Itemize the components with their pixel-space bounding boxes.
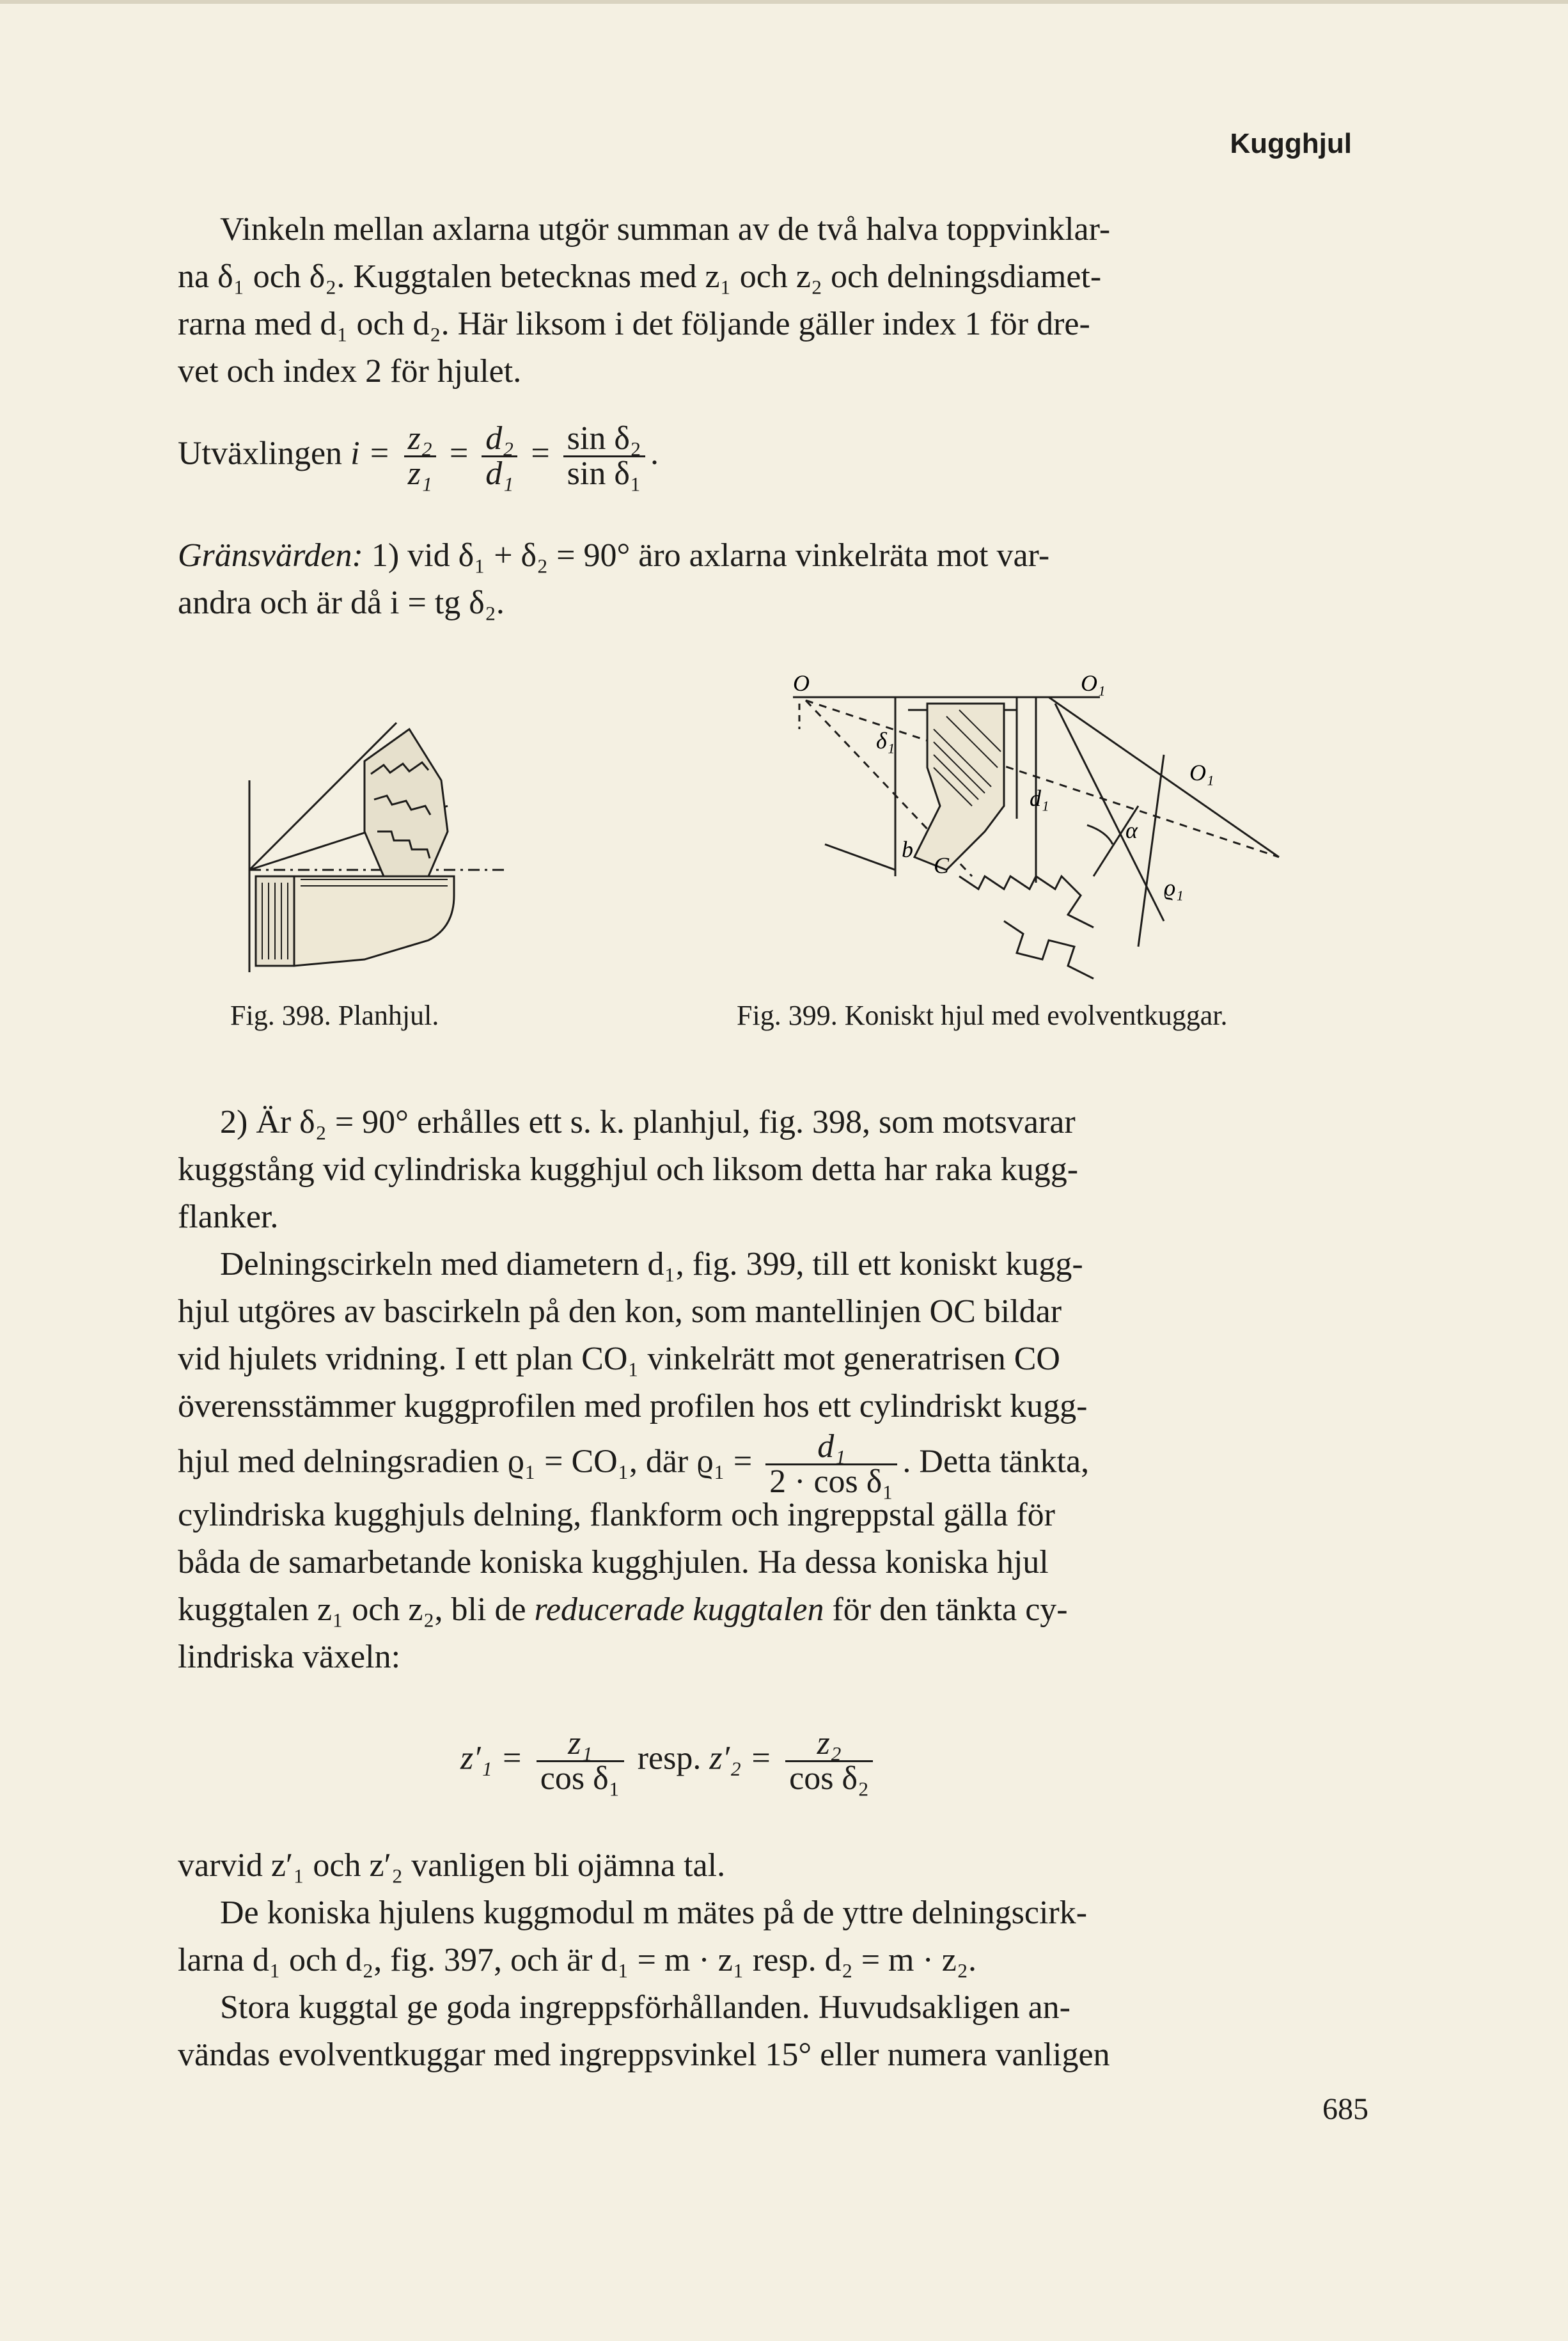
fraction-d	[482, 422, 517, 491]
formula-label: Utväxlingen	[178, 435, 343, 472]
fraction-denominator: cos δ₂	[789, 1760, 870, 1797]
paragraph-module	[178, 1842, 1361, 2079]
text-line: överensstämmer kuggprofilen med profilen hos ett cylindriskt kugg-	[178, 1388, 1088, 1424]
fraction-z1	[537, 1727, 624, 1795]
fraction-numerator: z₂	[785, 1727, 873, 1762]
formula-lhs: z′₂ =	[709, 1740, 772, 1777]
fraction-numerator: d₁	[765, 1430, 897, 1465]
running-header: Kugghjul	[1230, 128, 1352, 159]
text-line: vid hjulets vridning. I ett plan CO₁ vinkelrätt mot generatrisen CO	[178, 1341, 1060, 1377]
text-line: Vinkeln mellan axlarna utgör summan av de två halva toppvinklar-	[220, 211, 1111, 248]
text-line	[178, 1586, 1361, 1634]
fraction-numerator: z₁	[537, 1727, 624, 1762]
text-line: flanker.	[178, 1199, 279, 1235]
formula-resp: resp.	[637, 1740, 702, 1777]
page-top-edge	[0, 0, 1568, 4]
label-O1-right: O₁	[1189, 760, 1214, 785]
fraction-numerator: sin δ₂	[563, 422, 645, 457]
fraction-pitch-radius	[765, 1430, 897, 1499]
limit-title: Gränsvärden:	[178, 537, 363, 574]
fraction-z	[404, 422, 436, 491]
paragraph-pitch-circle	[178, 1241, 1361, 1681]
formula-reduced-tooth-count	[460, 1727, 1164, 1795]
text-line: Delningscirkeln med diametern d₁, fig. 399, till ett koniskt kugg-	[220, 1246, 1083, 1282]
paragraph-planhjul	[178, 1099, 1361, 1241]
fraction-denominator: cos δ₁	[540, 1760, 620, 1797]
figure-399-caption: Fig. 399. Koniskt hjul med evolventkuggar.	[737, 1000, 1228, 1031]
text-line: De koniska hjulens kuggmodul m mätes på de yttre delningscirk-	[220, 1895, 1088, 1931]
page-number: 685	[1322, 2092, 1368, 2126]
fraction-denominator: d₁	[485, 455, 514, 492]
label-O1-top: O₁	[1081, 670, 1106, 696]
text-line: andra och är då i = tg δ₂.	[178, 585, 505, 621]
formula-gear-ratio: Utväxlingen i = $\frac{\text{z₂}}{\text{z₁}}$ = $\frac{\text{d₂}}{\text{d₁}}$ = $\frac{\text{sin δ₂}}{\text{sin δ₁}}$ .	[178, 420, 659, 492]
text-line: båda de samarbetande koniska kugghjulen. Ha dessa koniska hjul	[178, 1544, 1049, 1580]
fraction-numerator: z₂	[404, 422, 436, 457]
label-rho1: ϱ₁	[1164, 875, 1184, 901]
text-line: varvid z′₁ och z′₂ vanligen bli ojämna tal.	[178, 1847, 726, 1884]
paragraph-axis-angle	[178, 206, 1361, 395]
text-line: vet och index 2 för hjulet.	[178, 353, 522, 390]
text-fragment: hjul med delningsradien ϱ₁ = CO₁, där ϱ₁ =	[178, 1443, 753, 1480]
text-line: kuggstång vid cylindriska kugghjul och liksom detta har raka kugg-	[178, 1151, 1079, 1188]
fraction-denominator: z₁	[407, 455, 432, 492]
text-line: lindriska växeln:	[178, 1639, 401, 1675]
emphasis-reduced-tooth-count: reducerade kuggtalen	[534, 1591, 824, 1628]
label-C: C	[934, 853, 950, 878]
paragraph-limit-values	[178, 532, 1361, 627]
fraction-denominator: 2 · cos δ₁	[769, 1463, 894, 1500]
text-line	[178, 532, 1361, 579]
text-line: hjul utgöres av bascirkeln på den kon, som mantellinjen OC bildar	[178, 1293, 1062, 1330]
text-line: 2) Är δ₂ = 90° erhålles ett s. k. planhjul, fig. 398, som motsvarar	[220, 1104, 1076, 1140]
label-alpha: α	[1125, 817, 1138, 843]
fraction-denominator: sin δ₁	[567, 455, 641, 492]
limit-line1-text: 1) vid δ₁ + δ₂ = 90° äro axlarna vinkelräta mot var-	[371, 537, 1050, 574]
text-line: na δ₁ och δ₂. Kuggtalen betecknas med z₁ och z₂ och delningsdiamet-	[178, 258, 1102, 295]
figure-399-conical-gear	[780, 665, 1305, 998]
text-line	[178, 1428, 1361, 1500]
fraction-numerator: d₂	[482, 422, 517, 457]
text-fragment: kuggtalen z₁ och z₂, bli de	[178, 1591, 526, 1628]
text-line: Stora kuggtal ge goda ingreppsförhållanden. Huvudsakligen an-	[220, 1989, 1070, 2026]
formula-lhs: i =	[350, 435, 391, 472]
figure-398-planhjul	[237, 704, 544, 979]
fraction-z2	[785, 1727, 873, 1795]
text-line: cylindriska kugghjuls delning, flankform och ingreppstal gälla för	[178, 1497, 1055, 1533]
text-fragment: för den tänkta cy-	[832, 1591, 1068, 1628]
label-d1: d₁	[1030, 785, 1049, 811]
text-fragment: . Detta tänkta,	[902, 1443, 1090, 1480]
text-line: larna d₁ och d₂, fig. 397, och är d₁ = m · z₁ resp. d₂ = m · z₂.	[178, 1942, 976, 1978]
formula-lhs: z′₁ =	[460, 1740, 523, 1777]
text-line: vändas evolventkuggar med ingreppsvinkel 15° eller numera vanligen	[178, 2037, 1110, 2073]
label-b: b	[902, 837, 913, 862]
fraction-sin	[563, 422, 645, 491]
figure-398-caption: Fig. 398. Planhjul.	[230, 1000, 439, 1031]
label-delta1: δ₁	[876, 728, 895, 753]
text-line: rarna med d₁ och d₂. Här liksom i det följande gäller index 1 för dre-	[178, 306, 1090, 342]
label-O: O	[793, 670, 810, 696]
